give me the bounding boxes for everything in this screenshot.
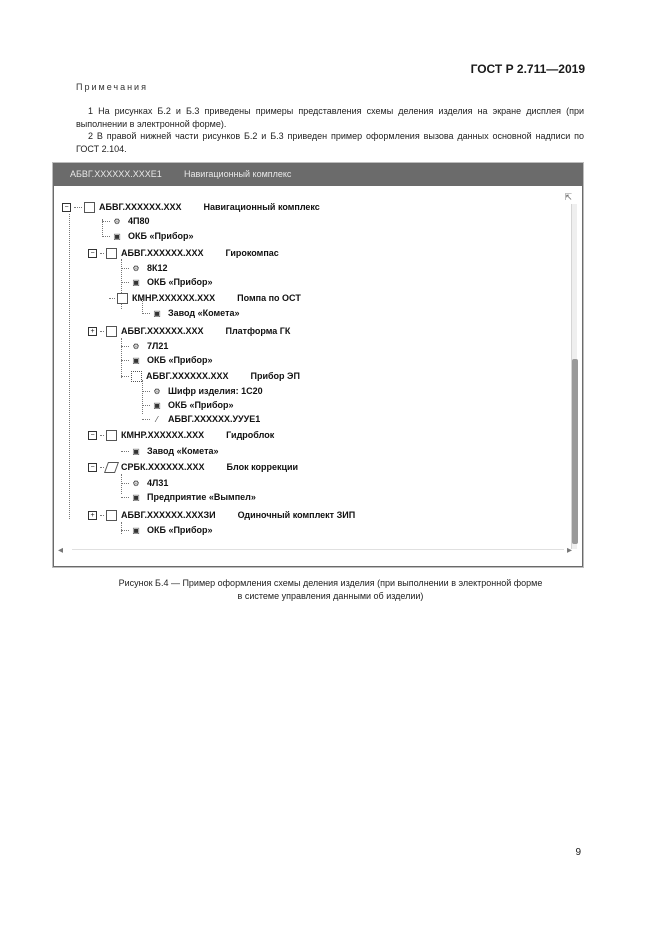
note-2 <box>76 130 584 156</box>
tree-connector <box>121 530 129 531</box>
node-code: КМНР.XXXXXX.XXX <box>121 430 205 440</box>
node-name: Блок коррекции <box>226 462 299 472</box>
leaf-label: 4П80 <box>128 216 150 226</box>
organization-icon: ▣ <box>132 355 140 365</box>
tree-node-correction[interactable] <box>88 460 298 474</box>
code-icon: ⚙ <box>113 216 121 226</box>
collapse-icon[interactable]: − <box>88 249 97 258</box>
tree-connector <box>102 236 110 237</box>
tree-connector <box>100 253 104 254</box>
tree-leaf[interactable] <box>121 275 213 289</box>
code-icon: ⚙ <box>153 386 161 396</box>
node-code: АБВГ.XXXXXX.XXX <box>121 248 204 258</box>
vertical-scroll-thumb[interactable] <box>572 359 578 544</box>
code-icon: ⚙ <box>132 478 140 488</box>
standard-part-icon <box>117 293 128 304</box>
node-code: АБВГ.XXXXXX.XXX <box>99 202 182 212</box>
expand-icon[interactable]: + <box>88 327 97 336</box>
node-name: Помпа по ОСТ <box>237 293 301 303</box>
code-icon: ⚙ <box>132 341 140 351</box>
organization-icon: ▣ <box>113 231 121 241</box>
caption-line-1: Рисунок Б.4 — Пример оформления схемы деления изделия (при выполнении в электронной форме <box>118 578 543 588</box>
organization-icon: ▣ <box>132 492 140 502</box>
leaf-label: ОКБ «Прибор» <box>128 231 194 241</box>
tree-leaf[interactable] <box>121 490 256 504</box>
node-name: Навигационный комплекс <box>203 202 320 212</box>
tree-connector <box>100 515 104 516</box>
tree-leaf[interactable] <box>121 523 213 537</box>
tree-guide <box>69 214 70 519</box>
tree-connector <box>121 268 129 269</box>
tree-connector <box>121 376 129 377</box>
organization-icon: ▣ <box>132 525 140 535</box>
tree-leaf[interactable] <box>121 339 168 353</box>
tree-node-hydroblock[interactable] <box>88 428 274 442</box>
horizontal-scrollbar[interactable] <box>72 549 564 550</box>
standard-number: ГОСТ Р 2.711—2019 <box>470 62 585 76</box>
tree-connector <box>142 391 150 392</box>
tree-node-root[interactable] <box>62 200 320 214</box>
assembly-icon <box>106 326 117 337</box>
node-name: Гидроблок <box>226 430 275 440</box>
node-name: Одиночный комплект ЗИП <box>237 510 356 520</box>
tree-connector <box>102 221 110 222</box>
organization-icon: ▣ <box>132 446 140 456</box>
tree-node-platform[interactable] <box>88 324 290 338</box>
node-code: КМНР.XXXXXX.XXX <box>132 293 216 303</box>
collapse-icon[interactable]: − <box>88 431 97 440</box>
node-code: АБВГ.XXXXXX.XXXЗИ <box>121 510 216 520</box>
assembly-icon <box>106 510 117 521</box>
tree-leaf[interactable] <box>121 353 213 367</box>
window-titlebar <box>54 164 582 186</box>
tree-leaf[interactable] <box>142 384 263 398</box>
tree-leaf[interactable] <box>102 214 150 228</box>
node-name: Платформа ГК <box>225 326 291 336</box>
scroll-left-icon[interactable]: ◂ <box>58 545 64 556</box>
collapse-icon[interactable]: − <box>88 463 97 472</box>
node-name: Прибор ЭП <box>250 371 300 381</box>
tree-connector <box>121 360 129 361</box>
tree-connector <box>142 313 150 314</box>
scroll-right-icon[interactable]: ▸ <box>566 545 572 556</box>
tree-connector <box>100 467 104 468</box>
leaf-label: ОКБ «Прибор» <box>147 355 213 365</box>
tree-connector <box>121 451 129 452</box>
tree-node-pump[interactable] <box>109 291 301 305</box>
leaf-label: Завод «Комета» <box>168 308 240 318</box>
leaf-label: ОКБ «Прибор» <box>147 525 213 535</box>
expand-icon[interactable]: + <box>88 511 97 520</box>
node-code: АБВГ.XXXXXX.XXX <box>146 371 229 381</box>
notes-title: Примечания <box>76 82 148 92</box>
tree-connector <box>100 435 104 436</box>
tree-connector <box>121 282 129 283</box>
figure-caption <box>0 577 661 603</box>
leaf-label: 4Л31 <box>147 478 169 488</box>
note-1-text: 1 На рисунках Б.2 и Б.3 приведены примеры представления схемы деления изделия на экране дисплея (при выполнении в электронной форме). <box>76 106 584 129</box>
collapse-icon[interactable]: − <box>62 203 71 212</box>
organization-icon: ▣ <box>153 308 161 318</box>
caption-line-2: в системе управления данными об изделии) <box>237 591 424 601</box>
page-number: 9 <box>575 847 581 858</box>
leaf-label: ОКБ «Прибор» <box>168 400 234 410</box>
tree-leaf[interactable] <box>142 306 240 320</box>
tree-connector <box>121 346 129 347</box>
assembly-icon <box>104 462 119 473</box>
assembly-icon <box>106 430 117 441</box>
document-icon <box>131 371 142 382</box>
tree-connector <box>100 331 104 332</box>
tree-leaf[interactable] <box>102 229 194 243</box>
note-1 <box>76 105 584 131</box>
leaf-label: АБВГ.XXXXXX.УУУЕ1 <box>168 414 261 424</box>
leaf-label: 8К12 <box>147 263 168 273</box>
product-tree-window <box>53 163 583 567</box>
tree-node-gyrocompass[interactable] <box>88 246 279 260</box>
tree-node-spare-kit[interactable] <box>88 508 355 522</box>
window-title-code: АБВГ.XXXXXX.XXXE1 <box>70 169 162 179</box>
tree-connector <box>142 419 150 420</box>
assembly-icon <box>106 248 117 259</box>
leaf-label: ОКБ «Прибор» <box>147 277 213 287</box>
leaf-label: Завод «Комета» <box>147 446 219 456</box>
document-link-icon: ⁄ <box>156 414 158 424</box>
tree-leaf[interactable] <box>142 412 260 426</box>
leaf-label: 7Л21 <box>147 341 169 351</box>
tree-leaf[interactable] <box>121 476 168 490</box>
tree-node-ep-device[interactable] <box>121 369 300 383</box>
leaf-label: Шифр изделия: 1С20 <box>168 386 263 396</box>
tree-connector <box>121 497 129 498</box>
window-title-name: Навигационный комплекс <box>184 169 292 179</box>
resize-icon[interactable]: ⇱ <box>564 192 572 202</box>
tree-connector <box>74 207 82 208</box>
node-code: АБВГ.XXXXXX.XXX <box>121 326 204 336</box>
node-name: Гирокомпас <box>225 248 279 258</box>
leaf-label: Предприятие «Вымпел» <box>147 492 256 502</box>
tree-leaf[interactable] <box>142 398 234 412</box>
tree-leaf[interactable] <box>121 261 168 275</box>
organization-icon: ▣ <box>132 277 140 287</box>
tree-connector <box>142 405 150 406</box>
node-code: СРБК.XXXXXX.XXX <box>121 462 205 472</box>
code-icon: ⚙ <box>132 263 140 273</box>
organization-icon: ▣ <box>153 400 161 410</box>
tree-leaf[interactable] <box>121 444 219 458</box>
tree-connector <box>121 483 129 484</box>
tree-connector <box>109 298 115 299</box>
note-2-text: 2 В правой нижней части рисунков Б.2 и Б.3 приведен пример оформления вызова данных основной надписи по ГОСТ 2.104. <box>76 131 584 154</box>
assembly-icon <box>84 202 95 213</box>
